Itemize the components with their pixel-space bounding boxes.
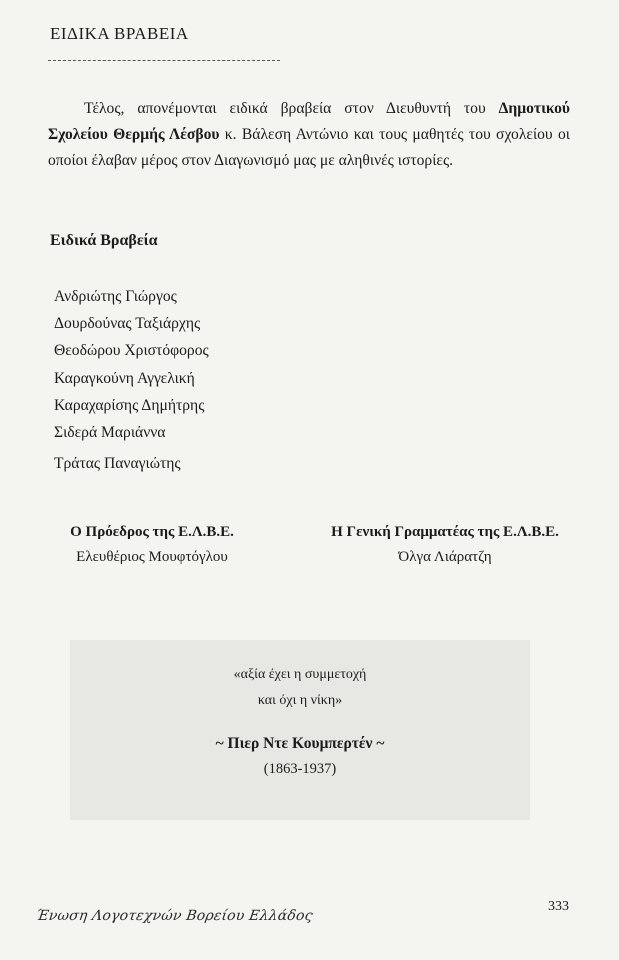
- intro-text-end: κ. Βάλεση Αντώνιο και τους μαθητές του σχολείου οι οποίοι έλαβαν μέρος στον Διαγωνισμό μας με αληθινές ιστορίες.: [48, 126, 570, 169]
- secretary-name: Όλγα Λιάρατζη: [398, 549, 492, 565]
- quote-author: ~ Πιερ Ντε Κουμπερτέν ~: [215, 735, 385, 752]
- winner-name: Καραγκούνη Αγγελική: [54, 369, 195, 387]
- quote-author-years: (1863-1937): [263, 761, 337, 777]
- quote-line: «αξία έχει η συμμετοχή: [233, 667, 367, 682]
- winner-name: Τράτας Παναγιώτης: [54, 455, 181, 473]
- secretary-title: Η Γενική Γραμματέας της Ε.Λ.Β.Ε.: [331, 524, 559, 540]
- school-name: Δημοτικού Σχολείου Θερμής Λέσβου: [48, 100, 570, 143]
- special-awards-heading: Ειδικά Βραβεία: [50, 232, 158, 249]
- winner-name: Σιδερά Μαριάννα: [54, 424, 166, 442]
- title-underline: [48, 60, 280, 61]
- president-signature-block: [34, 520, 270, 570]
- footer-organization: Ένωση Λογοτεχνών Βορείου Ελλάδος: [34, 908, 314, 924]
- president-title: Ο Πρόεδρος της Ε.Λ.Β.Ε.: [70, 524, 234, 540]
- winner-name: Δουρδούνας Ταξιάρχης: [54, 315, 201, 333]
- intro-text-start: Τέλος, απονέμονται ειδικά βραβεία στον Διευθυντή του: [84, 100, 499, 117]
- quote-box: [70, 640, 530, 820]
- winner-name: Καραχαρίσης Δημήτρης: [54, 396, 205, 414]
- winner-name: Θεοδώρου Χριστόφορος: [54, 342, 209, 360]
- page-number: 333: [548, 899, 569, 914]
- secretary-signature-block: [300, 520, 590, 570]
- president-name: Ελευθέριος Μουφτόγλου: [76, 549, 228, 565]
- quote-text: [70, 640, 530, 714]
- winner-name: Ανδριώτης Γιώργος: [54, 288, 177, 305]
- winners-list: [54, 283, 209, 477]
- quote-line: και όχι η νίκη»: [257, 693, 343, 708]
- intro-paragraph: [48, 96, 570, 174]
- section-title: ΕΙΔΙΚΑ ΒΡΑΒΕΙΑ: [50, 24, 189, 43]
